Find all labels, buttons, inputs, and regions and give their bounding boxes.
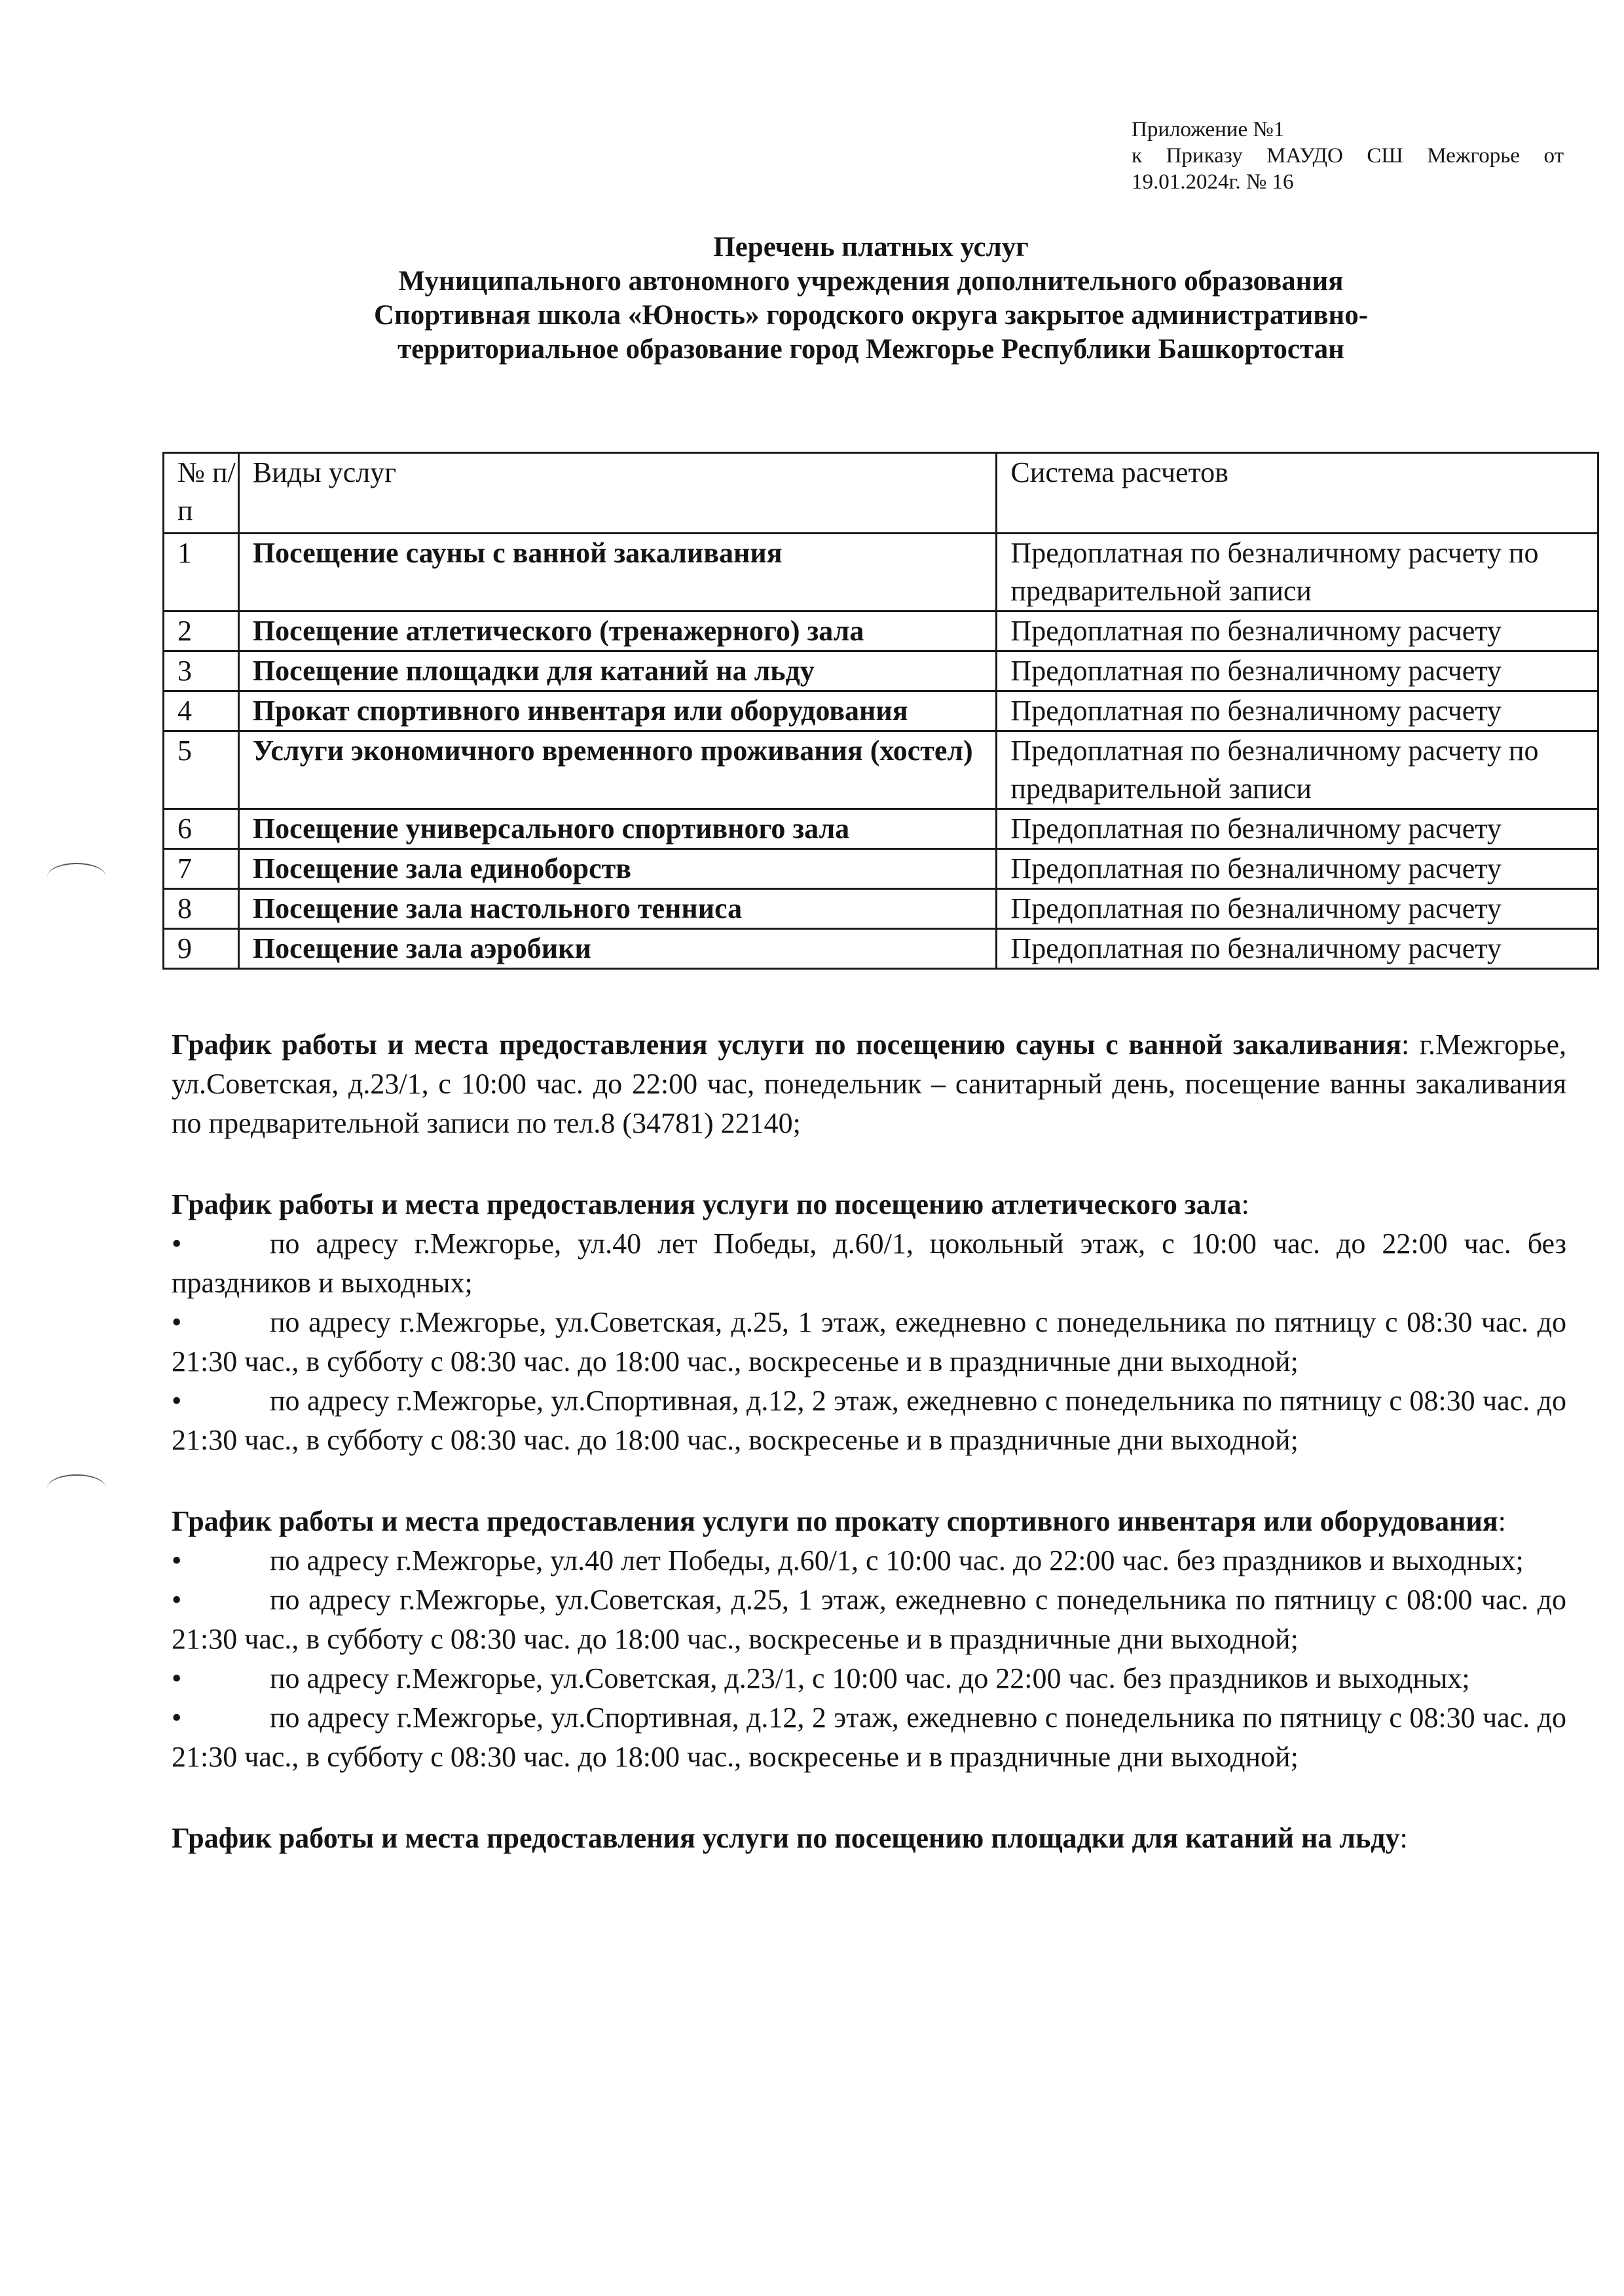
row-payment: Предоплатная по безналичному расчету <box>997 849 1598 889</box>
header-payment: Система расчетов <box>997 453 1598 534</box>
appendix-line-1: Приложение №1 <box>1132 118 1285 141</box>
row-service: Прокат спортивного инвентаря или оборудования <box>238 691 997 731</box>
row-service: Посещение универсального спортивного зала <box>238 809 997 849</box>
address-list <box>172 1541 1566 1777</box>
table-row <box>164 809 1598 849</box>
row-payment: Предоплатная по безналичному расчету <box>997 611 1598 651</box>
row-number: 3 <box>164 651 239 691</box>
services-table <box>162 452 1599 970</box>
title-line-4: территориальное образование город Межгорье Республики Башкортостан <box>397 334 1344 365</box>
table-row <box>164 929 1598 969</box>
appendix-line-2: к Приказу МАУДО СШ Межгорье от <box>1132 144 1564 168</box>
section-gym <box>172 1185 1566 1460</box>
row-number: 4 <box>164 691 239 731</box>
heading-colon: : <box>1498 1505 1506 1537</box>
list-item: • по адресу г.Межгорье, ул.Советская, д.23/1, с 10:00 час. до 22:00 час. без праздников и выходных; <box>172 1659 1566 1698</box>
title-line-1: Перечень платных услуг <box>713 232 1029 263</box>
heading-colon: : <box>1401 1029 1410 1061</box>
row-payment: Предоплатная по безналичному расчету <box>997 889 1598 929</box>
table-row <box>164 731 1598 809</box>
table-row <box>164 534 1598 611</box>
address-list <box>172 1224 1566 1460</box>
row-service: Посещение площадки для катаний на льду <box>238 651 997 691</box>
row-payment: Предоплатная по безналичному расчету по предварительной записи <box>997 731 1598 809</box>
list-item: • по адресу г.Межгорье, ул.Советская, д.25, 1 этаж, ежедневно с понедельника по пятницу с 08:30 час. до 21:30 час., в субботу с 08:30 час. до 18:00 час., воскресенье и в праздничные дни выходной; <box>172 1303 1566 1381</box>
row-number: 9 <box>164 929 239 969</box>
section-heading: График работы и места предоставления услуги по прокату спортивного инвентаря или оборудования <box>172 1505 1498 1537</box>
table-row <box>164 691 1598 731</box>
row-service: Посещение сауны с ванной закаливания <box>238 534 997 611</box>
list-item: • по адресу г.Межгорье, ул.40 лет Победы, д.60/1, с 10:00 час. до 22:00 час. без праздников и выходных; <box>172 1541 1566 1580</box>
row-service: Услуги экономичного временного проживания (хостел) <box>238 731 997 809</box>
document-title <box>164 230 1578 367</box>
table-row <box>164 651 1598 691</box>
section-rental <box>172 1502 1566 1777</box>
appendix-note <box>1132 117 1564 195</box>
row-number: 6 <box>164 809 239 849</box>
table-header-row <box>164 453 1598 534</box>
row-payment: Предоплатная по безналичному расчету <box>997 651 1598 691</box>
header-number: № п/п <box>164 453 239 534</box>
row-payment: Предоплатная по безналичному расчету <box>997 929 1598 969</box>
table-row <box>164 611 1598 651</box>
header-service: Виды услуг <box>238 453 997 534</box>
table-row <box>164 889 1598 929</box>
row-payment: Предоплатная по безналичному расчету <box>997 691 1598 731</box>
row-service: Посещение зала единоборств <box>238 849 997 889</box>
list-item: • по адресу г.Межгорье, ул.Спортивная, д.12, 2 этаж, ежедневно с понедельника по пятницу с 08:30 час. до 21:30 час., в субботу с 08:30 час. до 18:00 час., воскресенье и в праздничные дни выходной; <box>172 1381 1566 1460</box>
appendix-line-3: 19.01.2024г. № 16 <box>1132 170 1294 194</box>
list-item: • по адресу г.Межгорье, ул.40 лет Победы, д.60/1, цокольный этаж, с 10:00 час. до 22:00 час. без праздников и выходных; <box>172 1224 1566 1303</box>
list-item: • по адресу г.Межгорье, ул.Спортивная, д.12, 2 этаж, ежедневно с понедельника по пятницу с 08:30 час. до 21:30 час., в субботу с 08:30 час. до 18:00 час., воскресенье и в праздничные дни выходной; <box>172 1698 1566 1777</box>
scan-artifact-mark <box>47 863 106 890</box>
list-item: • по адресу г.Межгорье, ул.Советская, д.25, 1 этаж, ежедневно с понедельника по пятницу с 08:00 час. до 21:30 час., в субботу с 08:30 час. до 18:00 час., воскресенье и в праздничные дни выходной; <box>172 1580 1566 1659</box>
scan-artifact-mark <box>47 1474 106 1502</box>
title-line-3: Спортивная школа «Юность» городского округа закрытое административно- <box>373 300 1369 331</box>
row-service: Посещение атлетического (тренажерного) зала <box>238 611 997 651</box>
section-heading: График работы и места предоставления услуги по посещению атлетического зала <box>172 1188 1242 1220</box>
row-number: 2 <box>164 611 239 651</box>
table-row <box>164 849 1598 889</box>
section-text: г.Межгорье, ул.Советская, д.23/1, с 10:00 час. до 22:00 час, понедельник – санитарный день, посещение ванны закаливания по предварительной записи по тел.8 (34781) 22140; <box>172 1029 1566 1139</box>
title-line-2: Муниципального автономного учреждения дополнительного образования <box>398 266 1344 297</box>
section-ice <box>172 1819 1566 1858</box>
row-service: Посещение зала аэробики <box>238 929 997 969</box>
row-service: Посещение зала настольного тенниса <box>238 889 997 929</box>
row-number: 1 <box>164 534 239 611</box>
row-number: 5 <box>164 731 239 809</box>
section-heading: График работы и места предоставления услуги по посещению площадки для катаний на льду <box>172 1822 1400 1854</box>
heading-colon: : <box>1241 1188 1249 1220</box>
heading-colon: : <box>1399 1822 1408 1854</box>
row-number: 7 <box>164 849 239 889</box>
document-body <box>172 1025 1566 1900</box>
section-heading: График работы и места предоставления услуги по посещению сауны с ванной закаливания <box>172 1029 1401 1061</box>
row-number: 8 <box>164 889 239 929</box>
row-payment: Предоплатная по безналичному расчету <box>997 809 1598 849</box>
row-payment: Предоплатная по безналичному расчету по предварительной записи <box>997 534 1598 611</box>
section-sauna <box>172 1025 1566 1143</box>
